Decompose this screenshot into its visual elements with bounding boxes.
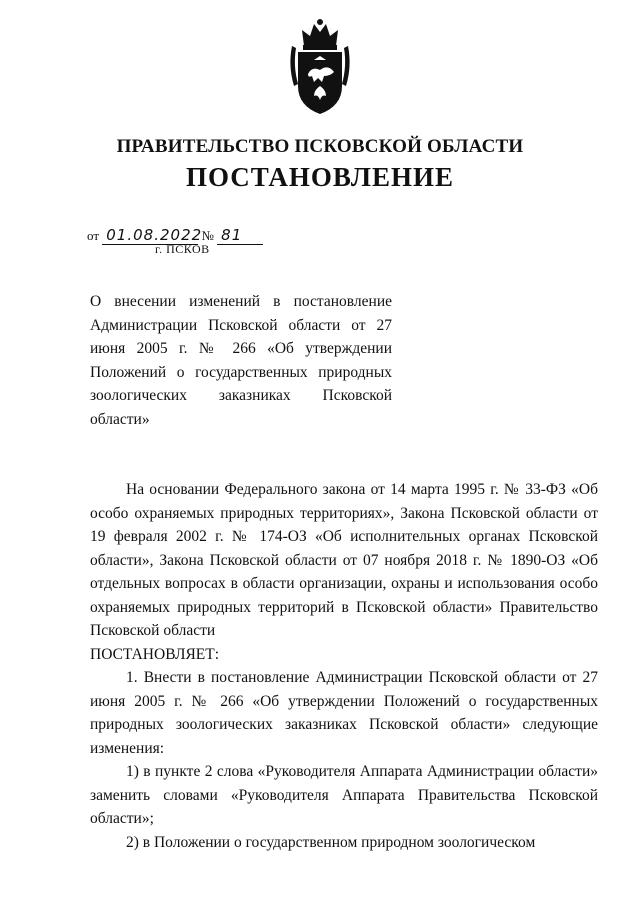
- date-prefix: от: [87, 228, 100, 243]
- document-subject: О внесении изменений в постановление Администрации Псковской области от 27 июня 2005 г. № 266 «Об утверждении Положений о государственных природных зоологических заказниках Псковской области»: [90, 293, 392, 428]
- pskov-region-coat-of-arms-emblem: [284, 16, 356, 116]
- issue-city: г. ПСКОВ: [155, 242, 210, 256]
- document-body: [90, 478, 598, 854]
- item-1-2-paragraph: 2) в Положении о государственном природном зоологическом: [126, 833, 536, 851]
- resolves-heading: ПОСТАНОВЛЯЕТ:: [90, 645, 220, 663]
- item-1-1-paragraph: 1) в пункте 2 слова «Руководителя Аппарата Администрации области» заменить словами «Руководителя Аппарата Правительства Псковской области»;: [90, 763, 598, 827]
- document-date: 01.08.2022: [102, 226, 198, 245]
- document-number: 81: [217, 226, 263, 245]
- government-name: ПРАВИТЕЛЬСТВО ПСКОВСКОЙ ОБЛАСТИ: [116, 136, 524, 157]
- number-prefix: №: [201, 228, 214, 243]
- document-type-title: ПОСТАНОВЛЕНИЕ: [185, 162, 455, 192]
- item-1-paragraph: 1. Внести в постановление Администрации Псковской области от 27 июня 2005 г. № 266 «Об утверждении Положений о государственных природных зоологических заказниках Псковской области» следующие изменения:: [90, 669, 598, 757]
- preamble-paragraph: На основании Федерального закона от 14 марта 1995 г. № 33-ФЗ «Об особо охраняемых природных территориях», Закона Псковской области от 19 февраля 2002 г. № 174-ОЗ «Об исполнительных органах Псковской области», Закона Псковской области от 07 ноября 2018 г. № 1890-ОЗ «Об отдельных вопросах в области организации, охраны и использования особо охраняемых природных территорий в Псковской области» Правительство Псковской области: [90, 481, 598, 639]
